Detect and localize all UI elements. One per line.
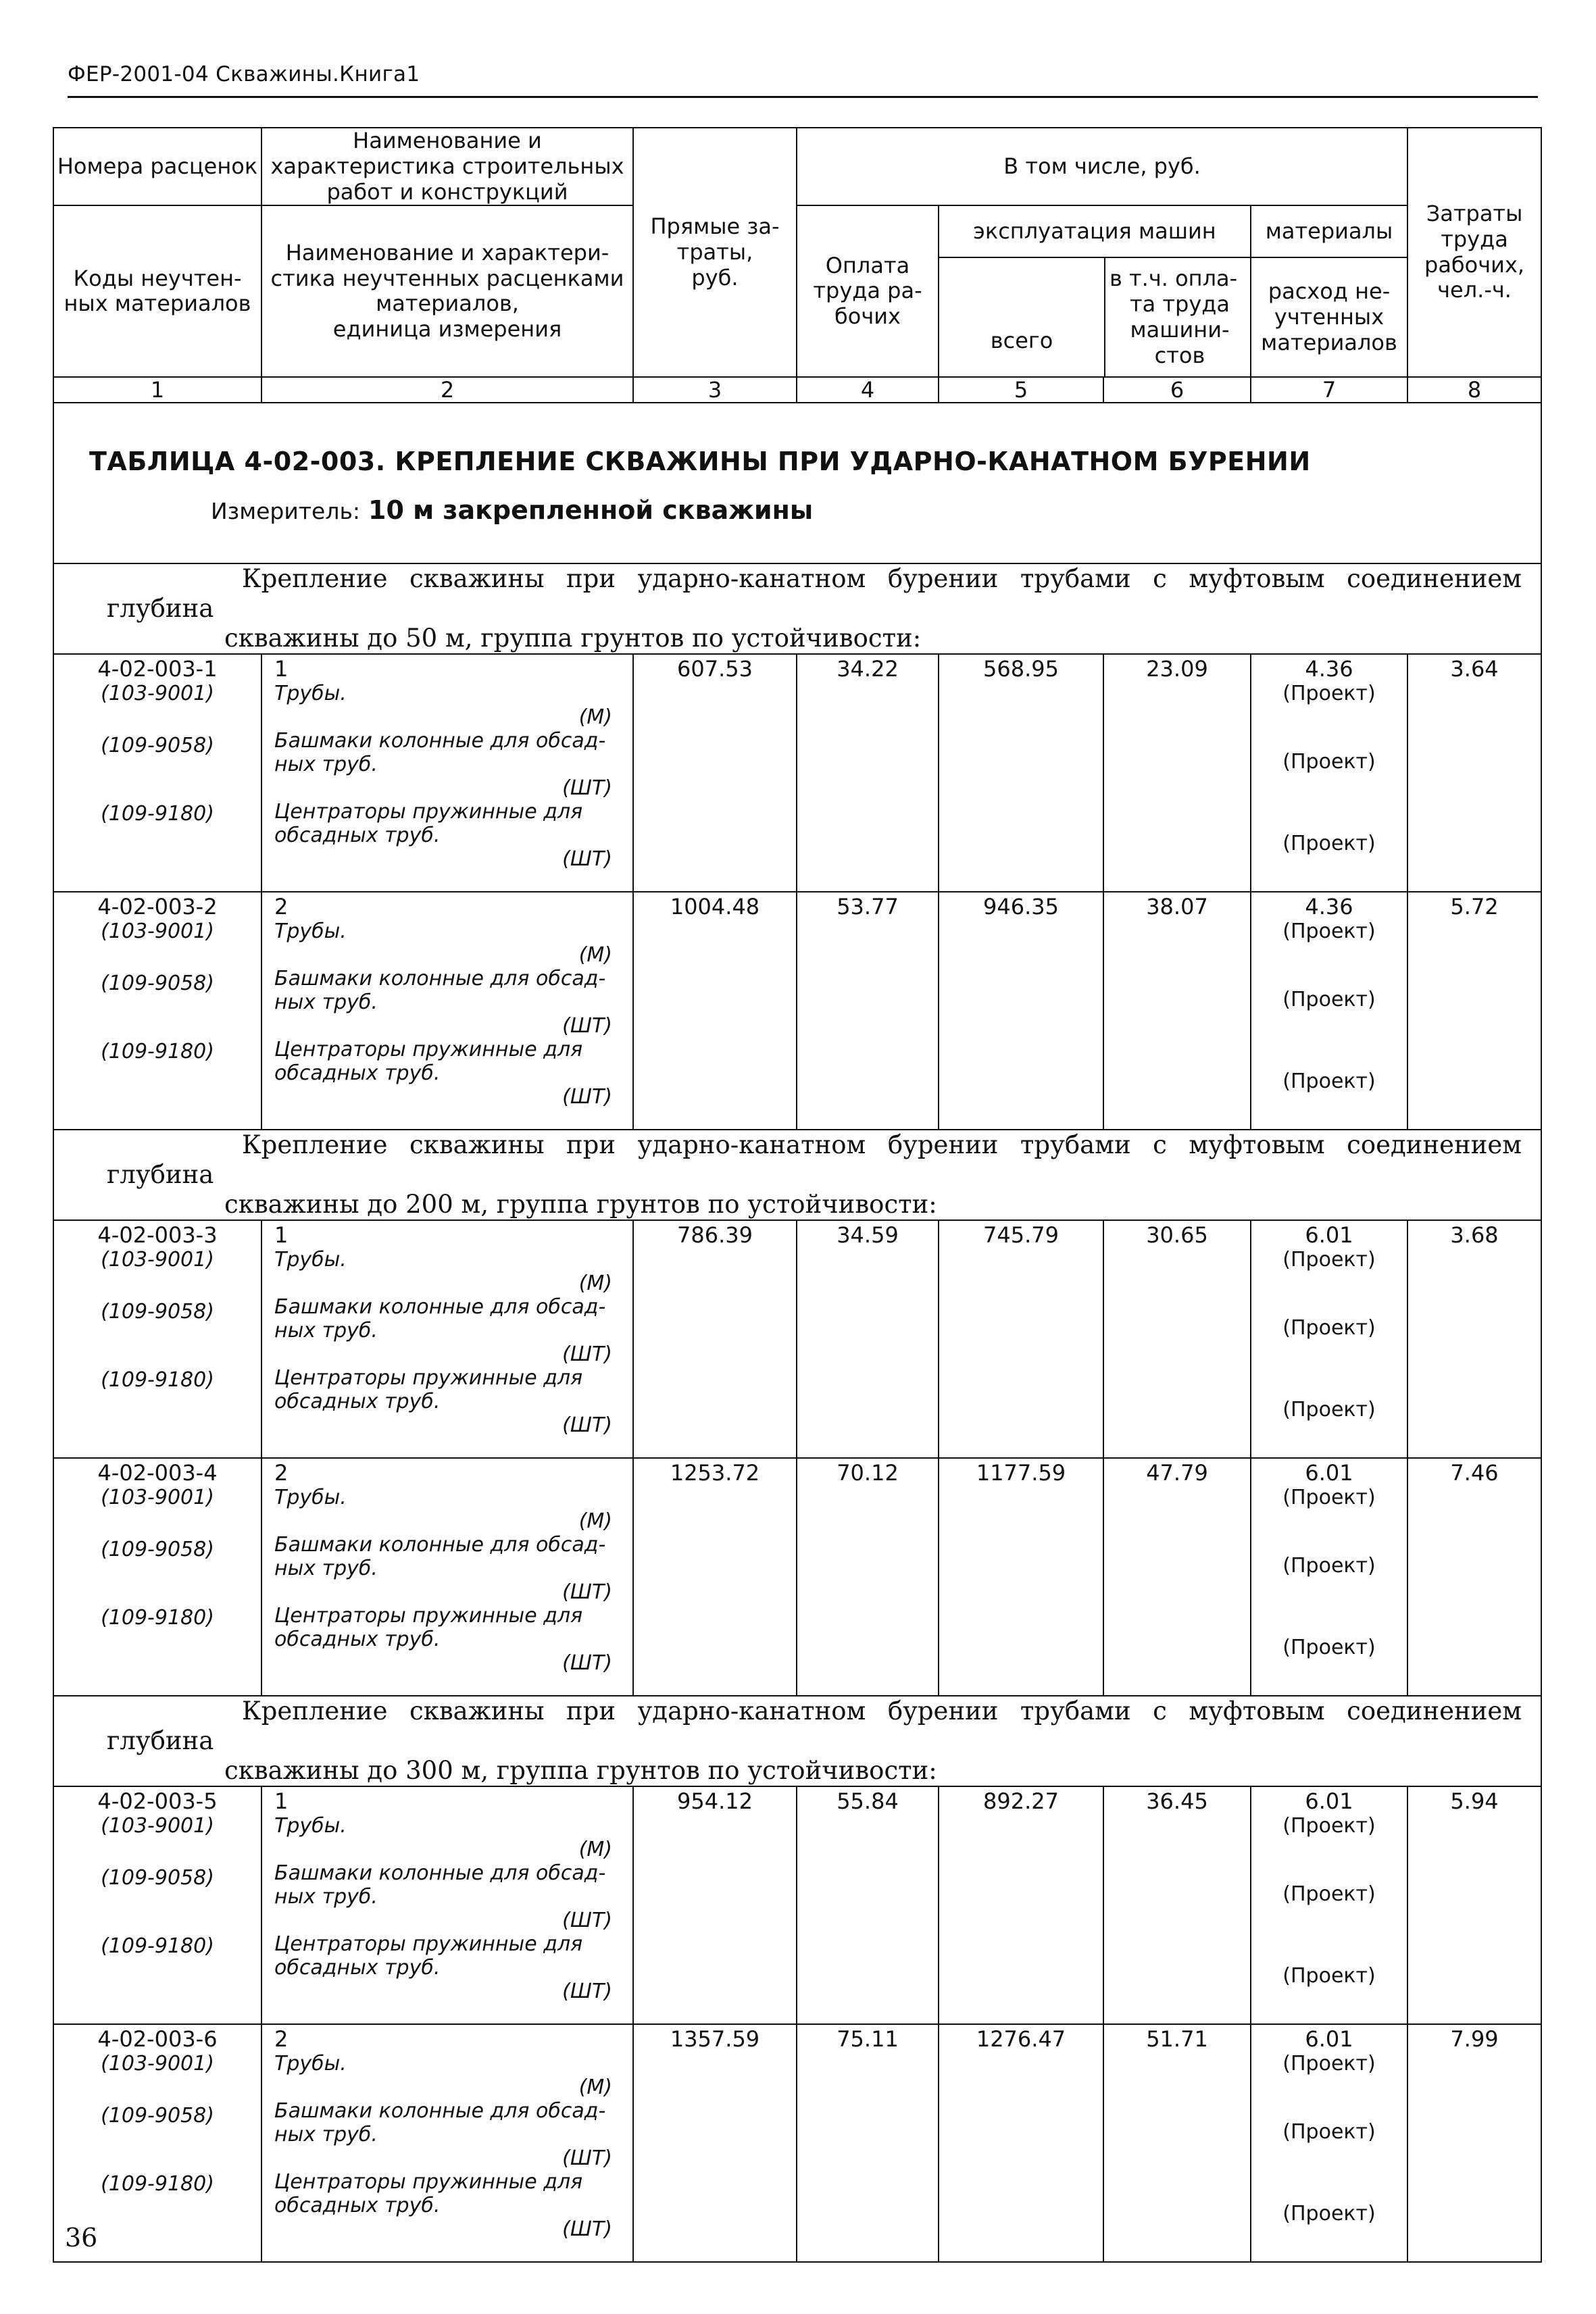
value-direct — [633, 1786, 797, 2024]
material-consumption: 6.01 — [1305, 1788, 1353, 1815]
material-code: (109-9180) — [101, 2172, 214, 2196]
material-name: Башмаки колонные для обсад- — [274, 967, 606, 991]
col-number: 5 — [939, 377, 1103, 403]
material-name: Башмаки колонные для обсад- — [274, 1533, 606, 1557]
value-direct — [633, 2024, 797, 2262]
col-header-machines: эксплуатация машин — [939, 206, 1250, 257]
hdr-line: труда ра- — [813, 278, 922, 304]
page-number: 36 — [65, 2223, 98, 2253]
material-entry — [274, 1486, 632, 1533]
hdr-line: стика неучтенных расценками — [270, 265, 624, 291]
table-row — [53, 1220, 1541, 1458]
labor-value: 34.59 — [837, 1222, 899, 1249]
value-machines — [939, 2024, 1103, 2262]
soil-group: 2 — [274, 894, 289, 920]
material-entry — [274, 1604, 632, 1675]
value-hours — [1407, 892, 1541, 1130]
value-direct — [633, 654, 797, 892]
material-name: обсадных труб. — [274, 1061, 441, 1086]
project-note: (Проект) — [1282, 988, 1376, 1012]
machinists-value: 36.45 — [1146, 1788, 1208, 1815]
table-title-block — [53, 403, 1541, 563]
value-machinists — [1103, 654, 1251, 892]
material-unit: (ШТ) — [562, 1980, 612, 2004]
col-number: 1 — [53, 377, 261, 403]
value-direct — [633, 892, 797, 1130]
material-entry — [274, 1295, 632, 1366]
material-unit: (ШТ) — [562, 1651, 612, 1676]
material-unit: (ШТ) — [562, 1580, 612, 1605]
section-heading — [53, 1696, 1541, 1786]
value-machinists — [1103, 1458, 1251, 1696]
material-code: (103-9001) — [101, 920, 214, 944]
project-note: (Проект) — [1282, 1398, 1376, 1422]
rate-code-cell — [53, 1220, 261, 1458]
material-name: обсадных труб. — [274, 824, 441, 848]
machines-value: 568.95 — [983, 656, 1059, 682]
section-heading-line-2: скважины до 200 м, группа грунтов по устойчивости: — [224, 1190, 937, 1219]
table-row — [53, 1458, 1541, 1696]
material-name: ных труб. — [274, 990, 378, 1015]
material-consumption: 4.36 — [1305, 656, 1353, 682]
material-entry — [274, 1814, 632, 1861]
value-labor — [797, 1220, 939, 1458]
value-machines — [939, 1458, 1103, 1696]
machinists-value: 38.07 — [1146, 894, 1208, 920]
material-name: Башмаки колонные для обсад- — [274, 729, 606, 753]
direct-value: 1357.59 — [670, 2026, 760, 2053]
material-code: (109-9058) — [101, 1538, 214, 1562]
hdr-line: Наименование и характери- — [285, 239, 609, 266]
col-header-labor-hours — [1407, 128, 1541, 377]
rate-name-cell — [261, 892, 633, 1130]
soil-group: 1 — [274, 1222, 289, 1249]
hdr-line: Наименование и — [353, 128, 542, 153]
table-body — [53, 403, 1541, 2262]
section-heading — [53, 563, 1541, 654]
hdr-line: работ и конструкций — [326, 178, 568, 205]
column-numbers-row — [53, 377, 1541, 403]
hdr-line: руб. — [691, 264, 739, 291]
col-number: 8 — [1407, 377, 1541, 403]
machinists-value: 51.71 — [1146, 2026, 1208, 2053]
hdr-line: бочих — [834, 303, 901, 330]
material-name: Трубы. — [274, 1486, 347, 1510]
material-name: обсадных труб. — [274, 1628, 441, 1652]
material-unit: (М) — [578, 1838, 612, 1862]
value-machinists — [1103, 2024, 1251, 2262]
direct-value: 607.53 — [677, 656, 753, 682]
material-name: ных труб. — [274, 753, 378, 777]
material-name: Центраторы пружинные для — [274, 2170, 583, 2194]
value-direct — [633, 1220, 797, 1458]
material-name: обсадных труб. — [274, 2194, 441, 2218]
table-row — [53, 1786, 1541, 2024]
section-heading-line-1: Крепление скважины при ударно-канатном бурении трубами с муфтовым соединением глубина — [107, 564, 1522, 624]
labor-hours: 7.46 — [1450, 1460, 1499, 1486]
section-heading-line-2: скважины до 50 м, группа грунтов по устойчивости: — [224, 624, 922, 653]
rate-id: 4-02-003-6 — [97, 2026, 218, 2053]
soil-group: 1 — [274, 1788, 289, 1815]
document-header: ФЕР-2001-04 Скважины.Книга1 — [68, 62, 420, 86]
material-entry — [274, 729, 632, 800]
rate-name-cell — [261, 1786, 633, 2024]
labor-hours: 3.64 — [1450, 656, 1499, 682]
materials-subheader — [1251, 206, 1407, 376]
machines-value: 1177.59 — [976, 1460, 1066, 1486]
rate-id: 4-02-003-5 — [97, 1788, 218, 1815]
project-note: (Проект) — [1282, 750, 1376, 774]
material-entry — [274, 2099, 632, 2170]
material-name: Центраторы пружинные для — [274, 1038, 583, 1062]
labor-hours: 3.68 — [1450, 1222, 1499, 1249]
rate-code-cell — [53, 1786, 261, 2024]
hdr-line: характеристика строительных — [270, 153, 624, 179]
material-entry — [274, 1248, 632, 1295]
value-machines — [939, 654, 1103, 892]
col-header-machines-total: всего — [939, 257, 1105, 376]
material-unit: (ШТ) — [562, 1909, 612, 1933]
material-name: Трубы. — [274, 1814, 347, 1838]
hdr-line: машини- — [1130, 316, 1230, 343]
labor-value: 75.11 — [837, 2026, 899, 2053]
machines-value: 892.27 — [983, 1788, 1059, 1815]
labor-value: 53.77 — [837, 894, 899, 920]
value-labor — [797, 1786, 939, 2024]
material-consumption: 6.01 — [1305, 1222, 1353, 1249]
material-code: (109-9180) — [101, 1368, 214, 1392]
project-note: (Проект) — [1282, 682, 1376, 706]
material-unit: (ШТ) — [562, 2146, 612, 2171]
price-table — [53, 127, 1542, 2263]
table-row — [53, 654, 1541, 892]
col-header-materials-group — [1251, 205, 1407, 377]
material-name: обсадных труб. — [274, 1956, 441, 1980]
project-note: (Проект) — [1282, 1486, 1376, 1510]
machines-value: 745.79 — [983, 1222, 1059, 1249]
meter-value: 10 м закрепленной скважины — [368, 495, 814, 526]
material-name: Башмаки колонные для обсад- — [274, 1295, 606, 1319]
material-code: (109-9180) — [101, 1934, 214, 1959]
project-note: (Проект) — [1282, 1248, 1376, 1272]
labor-value: 70.12 — [837, 1460, 899, 1486]
rate-code-cell — [53, 892, 261, 1130]
material-name: Трубы. — [274, 1248, 347, 1272]
hdr-line: та труда — [1129, 291, 1230, 317]
col-number: 3 — [633, 377, 797, 403]
hdr-line: рабочих, — [1424, 251, 1525, 278]
project-note: (Проект) — [1282, 1316, 1376, 1340]
project-note: (Проект) — [1282, 1554, 1376, 1578]
material-code: (109-9180) — [101, 802, 214, 826]
material-unit: (ШТ) — [562, 2217, 612, 2242]
machinists-value: 30.65 — [1146, 1222, 1208, 1249]
rate-code-cell — [53, 654, 261, 892]
direct-value: 1253.72 — [670, 1460, 760, 1486]
material-unit: (ШТ) — [562, 847, 612, 872]
material-unit: (М) — [578, 1509, 612, 1534]
value-machinists — [1103, 1786, 1251, 2024]
material-unit: (ШТ) — [562, 1014, 612, 1038]
labor-hours: 7.99 — [1450, 2026, 1499, 2053]
material-entry — [274, 1366, 632, 1437]
rate-id: 4-02-003-1 — [97, 656, 218, 682]
material-name: Центраторы пружинные для — [274, 1366, 583, 1390]
hdr-line: чел.-ч. — [1437, 277, 1512, 303]
hdr-line: стов — [1154, 342, 1205, 368]
value-machines — [939, 1786, 1103, 2024]
value-hours — [1407, 1220, 1541, 1458]
value-machines — [939, 892, 1103, 1130]
col-header-machines-group — [939, 205, 1251, 377]
value-hours — [1407, 1458, 1541, 1696]
material-entry — [274, 920, 632, 967]
col-header-rate-numbers: Номера расценок — [53, 128, 261, 205]
material-entry — [274, 1932, 632, 2003]
material-entry — [274, 1038, 632, 1109]
material-entry — [274, 2170, 632, 2241]
material-entry — [274, 967, 632, 1038]
machinists-value: 47.79 — [1146, 1460, 1208, 1486]
rate-name-cell — [261, 2024, 633, 2262]
hdr-line: в т.ч. опла- — [1109, 266, 1238, 292]
material-unit: (ШТ) — [562, 1342, 612, 1367]
material-entry — [274, 800, 632, 871]
material-code: (109-9058) — [101, 1866, 214, 1890]
hdr-line: материалов, — [376, 291, 519, 317]
machinists-value: 23.09 — [1146, 656, 1208, 682]
labor-value: 34.22 — [837, 656, 899, 682]
hdr-line: Оплата — [825, 252, 910, 278]
material-entry — [274, 682, 632, 729]
material-name: обсадных труб. — [274, 1390, 441, 1414]
value-machines — [939, 1220, 1103, 1458]
value-direct — [633, 1458, 797, 1696]
hdr-line: Прямые за- — [650, 213, 780, 239]
material-name: Трубы. — [274, 682, 347, 706]
material-code: (109-9180) — [101, 1606, 214, 1630]
value-labor — [797, 892, 939, 1130]
header-rule — [68, 96, 1538, 98]
project-note: (Проект) — [1282, 2120, 1376, 2144]
material-unit: (М) — [578, 943, 612, 967]
value-material — [1251, 2024, 1407, 2262]
col-header-material-codes — [53, 205, 261, 377]
col-header-materials: материалы — [1251, 206, 1407, 257]
value-material — [1251, 1458, 1407, 1696]
rate-id: 4-02-003-4 — [97, 1460, 218, 1486]
project-note: (Проект) — [1282, 2052, 1376, 2076]
value-machinists — [1103, 892, 1251, 1130]
material-unit: (ШТ) — [562, 1085, 612, 1109]
machines-value: 1276.47 — [976, 2026, 1066, 2053]
hdr-line: учтенных — [1274, 303, 1385, 330]
col-header-unaccounted-materials — [1251, 257, 1407, 376]
value-machinists — [1103, 1220, 1251, 1458]
section-heading-line-2: скважины до 300 м, группа грунтов по устойчивости: — [224, 1756, 937, 1786]
section-heading-line-1: Крепление скважины при ударно-канатном бурении трубами с муфтовым соединением глубина — [107, 1130, 1522, 1190]
value-labor — [797, 2024, 939, 2262]
col-number: 4 — [797, 377, 939, 403]
project-note: (Проект) — [1282, 2202, 1376, 2226]
project-note: (Проект) — [1282, 920, 1376, 944]
meter-label: Измеритель: — [211, 498, 361, 525]
material-name: Башмаки колонные для обсад- — [274, 2099, 606, 2123]
labor-value: 55.84 — [837, 1788, 899, 1815]
hdr-line: материалов — [1261, 329, 1397, 355]
material-code: (109-9180) — [101, 1040, 214, 1064]
table-title: ТАБЛИЦА 4-02-003. КРЕПЛЕНИЕ СКВАЖИНЫ ПРИ УДАРНО-КАНАТНОМ БУРЕНИИ — [89, 447, 1311, 477]
col-number: 6 — [1103, 377, 1251, 403]
project-note: (Проект) — [1282, 1636, 1376, 1660]
soil-group: 2 — [274, 2026, 289, 2053]
value-material — [1251, 654, 1407, 892]
direct-value: 786.39 — [677, 1222, 753, 1249]
material-code: (109-9058) — [101, 2104, 214, 2128]
project-note: (Проект) — [1282, 832, 1376, 856]
material-name: Центраторы пружинные для — [274, 800, 583, 824]
soil-group: 1 — [274, 656, 289, 682]
material-name: Трубы. — [274, 2052, 347, 2076]
value-hours — [1407, 1786, 1541, 2024]
labor-hours: 5.72 — [1450, 894, 1499, 920]
hdr-line: Коды неучтен- — [73, 265, 242, 291]
material-code: (103-9001) — [101, 1248, 214, 1272]
col-number: 7 — [1251, 377, 1407, 403]
project-note: (Проект) — [1282, 1882, 1376, 1907]
material-name: ных труб. — [274, 1319, 378, 1343]
value-material — [1251, 892, 1407, 1130]
hdr-line: единица измерения — [332, 316, 562, 342]
direct-value: 1004.48 — [670, 894, 760, 920]
rate-id: 4-02-003-3 — [97, 1222, 218, 1249]
col-number: 2 — [261, 377, 633, 403]
material-name: Трубы. — [274, 920, 347, 944]
value-hours — [1407, 2024, 1541, 2262]
hdr-line: труда — [1441, 226, 1508, 252]
rate-id: 4-02-003-2 — [97, 894, 218, 920]
material-unit: (ШТ) — [562, 1413, 612, 1438]
col-header-work-name — [261, 128, 633, 205]
material-name: Башмаки колонные для обсад- — [274, 1861, 606, 1886]
material-unit: (М) — [578, 705, 612, 730]
section-row — [53, 563, 1541, 654]
material-name: ных труб. — [274, 2123, 378, 2147]
section-heading — [53, 1130, 1541, 1220]
material-name: Центраторы пружинные для — [274, 1932, 583, 1957]
machines-value: 946.35 — [983, 894, 1059, 920]
table-row — [53, 2024, 1541, 2262]
direct-value: 954.12 — [677, 1788, 753, 1815]
material-unit: (М) — [578, 1272, 612, 1296]
col-header-direct-costs — [633, 128, 797, 377]
table-row — [53, 892, 1541, 1130]
hdr-line: расход не- — [1268, 278, 1391, 305]
material-unit: (ШТ) — [562, 776, 612, 801]
material-entry — [274, 1533, 632, 1604]
material-code: (109-9058) — [101, 1300, 214, 1324]
rate-name-cell — [261, 654, 633, 892]
rate-name-cell — [261, 1220, 633, 1458]
material-consumption: 4.36 — [1305, 894, 1353, 920]
project-note: (Проект) — [1282, 1964, 1376, 1988]
material-name: Центраторы пружинные для — [274, 1604, 583, 1628]
material-code: (103-9001) — [101, 1814, 214, 1838]
material-code: (109-9058) — [101, 734, 214, 758]
hdr-line: Затраты — [1426, 201, 1523, 227]
table-meter — [211, 495, 1541, 525]
material-entry — [274, 2052, 632, 2099]
value-material — [1251, 1786, 1407, 2024]
hdr-line: ных материалов — [64, 291, 251, 317]
value-material — [1251, 1220, 1407, 1458]
col-header-including: В том числе, руб. — [797, 128, 1407, 205]
rate-name-cell — [261, 1458, 633, 1696]
machines-subheader — [939, 206, 1250, 376]
material-code: (103-9001) — [101, 2052, 214, 2076]
section-row — [53, 1130, 1541, 1220]
material-consumption: 6.01 — [1305, 1460, 1353, 1486]
material-name: ных труб. — [274, 1885, 378, 1909]
material-entry — [274, 1861, 632, 1932]
col-header-machinists-pay — [1105, 257, 1250, 376]
material-code: (103-9001) — [101, 682, 214, 706]
labor-hours: 5.94 — [1450, 1788, 1499, 1815]
material-unit: (М) — [578, 2076, 612, 2100]
rate-code-cell — [53, 1458, 261, 1696]
value-labor — [797, 654, 939, 892]
value-labor — [797, 1458, 939, 1696]
section-row — [53, 1696, 1541, 1786]
col-header-material-name — [261, 205, 633, 377]
project-note: (Проект) — [1282, 1070, 1376, 1094]
col-header-labor-pay — [797, 205, 939, 377]
project-note: (Проект) — [1282, 1814, 1376, 1838]
value-hours — [1407, 654, 1541, 892]
material-code: (109-9058) — [101, 972, 214, 996]
material-consumption: 6.01 — [1305, 2026, 1353, 2053]
section-heading-line-1: Крепление скважины при ударно-канатном бурении трубами с муфтовым соединением глубина — [107, 1696, 1522, 1756]
hdr-line: траты, — [676, 238, 753, 265]
material-code: (103-9001) — [101, 1486, 214, 1510]
material-name: ных труб. — [274, 1557, 378, 1581]
soil-group: 2 — [274, 1460, 289, 1486]
